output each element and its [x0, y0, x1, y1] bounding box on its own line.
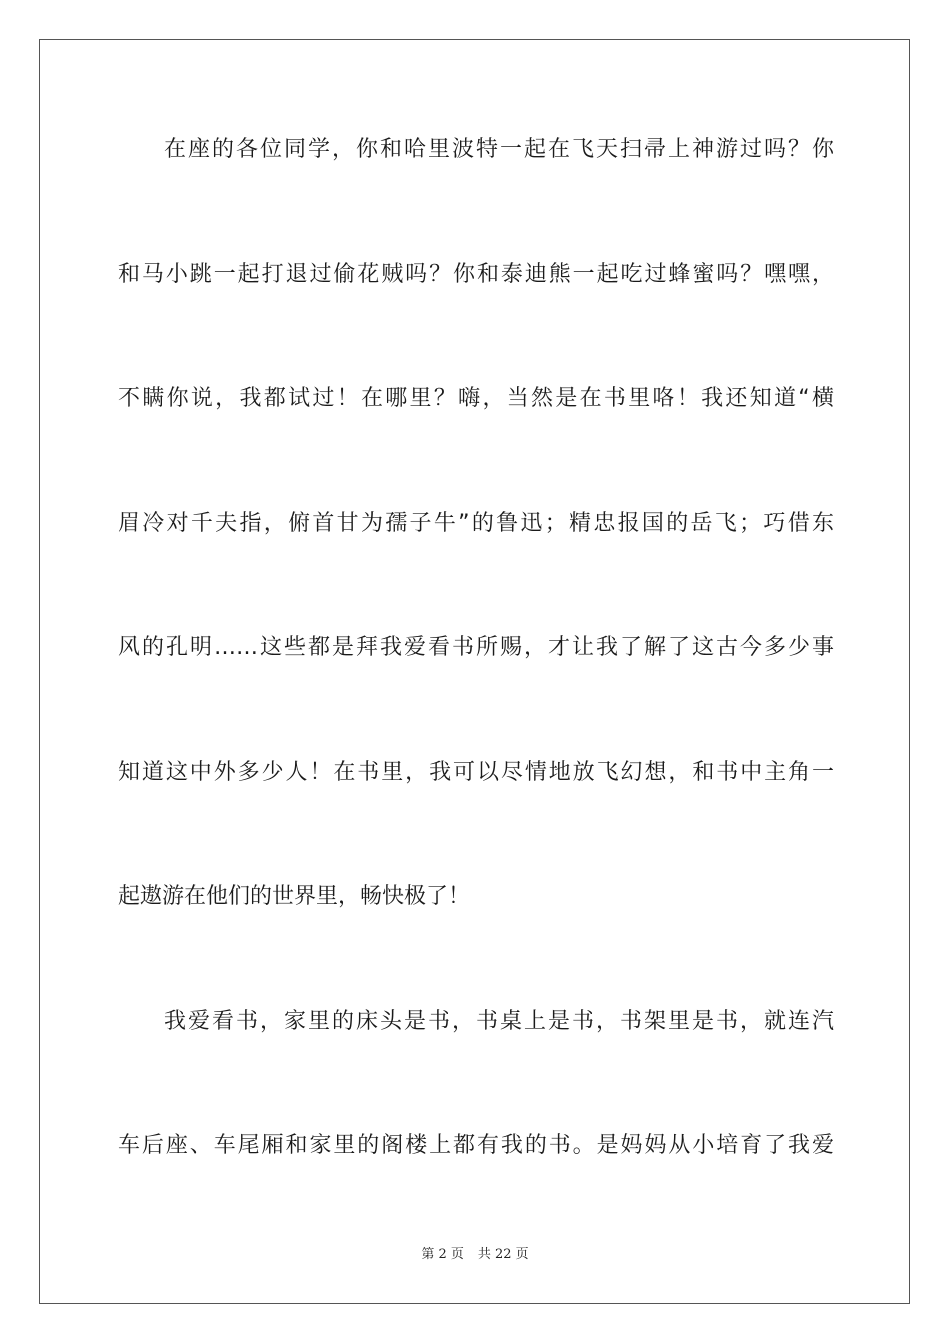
page-frame [39, 39, 910, 1304]
paragraph-1-line-5: 风的孔明……这些都是拜我爱看书所赐，才让我了解了这古今多少事 [118, 635, 834, 660]
paragraph-1-line-1: 在座的各位同学，你和哈里波特一起在飞天扫帚上神游过吗？你 [164, 137, 834, 162]
paragraph-1-line-3: 不瞒你说，我都试过！在哪里？嗨，当然是在书里咯！我还知道“横 [118, 386, 834, 411]
paragraph-1-line-4: 眉冷对千夫指，俯首甘为孺子牛”的鲁迅；精忠报国的岳飞；巧借东 [118, 511, 834, 536]
page-total: 共 22 页 [477, 1247, 529, 1262]
page-number: 第 2 页 [421, 1247, 464, 1262]
page-footer [0, 1247, 950, 1263]
paragraph-1-line-6: 知道这中外多少人！在书里，我可以尽情地放飞幻想，和书中主角一 [118, 760, 834, 785]
paragraph-1-line-2: 和马小跳一起打退过偷花贼吗？你和泰迪熊一起吃过蜂蜜吗？嘿嘿， [118, 262, 834, 287]
paragraph-1-line-7: 起遨游在他们的世界里，畅快极了！ [118, 884, 471, 909]
paragraph-2-line-1: 我爱看书，家里的床头是书，书桌上是书，书架里是书，就连汽 [164, 1009, 834, 1034]
paragraph-2-line-2: 车后座、车尾厢和家里的阁楼上都有我的书。是妈妈从小培育了我爱 [118, 1133, 834, 1158]
